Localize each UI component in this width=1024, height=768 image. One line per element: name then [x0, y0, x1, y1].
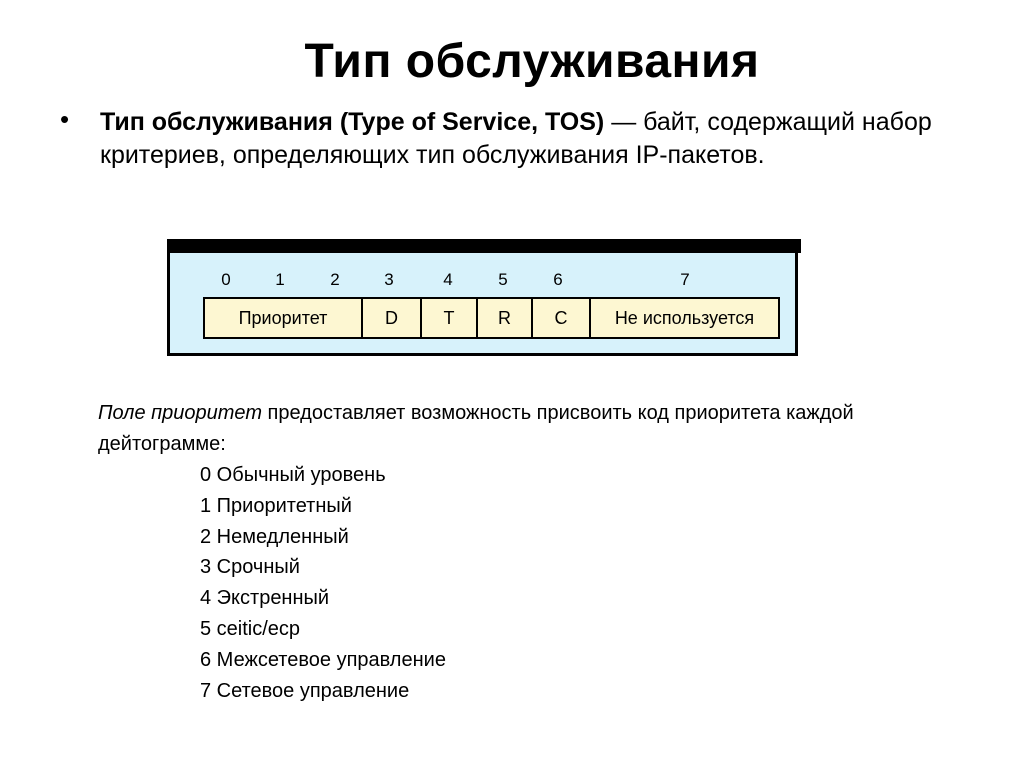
bit-number: 3: [384, 270, 394, 289]
priority-description: [98, 398, 958, 460]
field-r: R: [478, 299, 533, 337]
bit-number: 5: [498, 270, 508, 289]
tos-term: Тип обслуживания (Type of Service, TOS): [100, 108, 605, 136]
bit-number: 6: [553, 270, 563, 289]
list-item: 0 Обычный уровень: [200, 464, 386, 486]
bit-number: 7: [680, 270, 690, 289]
list-item: 1 Приоритетный: [200, 494, 352, 517]
field-c: C: [533, 299, 591, 337]
bullet-marker: •: [60, 104, 70, 134]
priority-term: Поле приоритет: [98, 402, 262, 424]
tos-definition-text: — байт, содержащий набор критериев, определяющих тип обслуживания IP-пакетов.: [100, 108, 932, 169]
field-priority: Приоритет: [205, 299, 363, 337]
list-item: 7 Сетевое управление: [200, 679, 410, 702]
field-d: D: [363, 299, 422, 337]
field-unused: Не используется: [614, 307, 755, 328]
list-item: 6 Межсетевое управление: [200, 648, 446, 671]
diagram-top-border: [167, 239, 801, 253]
field-t: T: [422, 299, 478, 337]
list-item: 4 Экстренный: [200, 587, 330, 610]
slide-title: Тип обслуживания: [304, 35, 760, 88]
bit-number: 0: [221, 270, 231, 289]
bit-number: 1: [275, 270, 285, 289]
list-item: 3 Срочный: [200, 556, 300, 579]
priority-description-text: предоставляет возможность присвоить код приоритета каждой дейтограмме:: [98, 402, 854, 455]
priority-levels-list: [200, 460, 446, 706]
tos-byte-diagram: [167, 239, 798, 356]
bit-number: 4: [443, 270, 453, 289]
bit-number: 2: [330, 270, 340, 289]
tos-definition: [100, 106, 980, 172]
list-item: 2 Немедленный: [200, 525, 349, 548]
tos-field-row: [203, 297, 780, 339]
list-item: 5 ceitic/ecp: [200, 617, 301, 640]
